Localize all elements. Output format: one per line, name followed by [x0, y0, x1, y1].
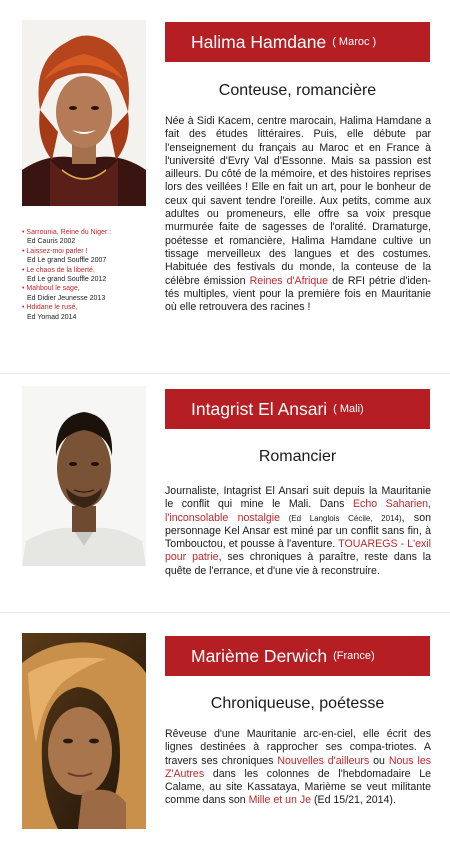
- list-item: • Hdidane le rusé, Ed Yomad 2014: [22, 303, 162, 322]
- author-role: Chroniqueuse, poétesse: [210, 695, 385, 712]
- highlighted-title: Mille et un Je: [248, 794, 312, 807]
- list-item: • Le chaos de la liberté, Ed Le grand Souffle 2012: [22, 266, 162, 285]
- author-bio: [165, 728, 431, 808]
- works-list: [22, 228, 162, 322]
- author-country: ( Maroc ): [332, 36, 377, 48]
- section-divider: [0, 373, 450, 374]
- bio-text: (Ed 15/21, 2014).: [311, 794, 396, 807]
- portrait-intagrist-el-ansari: [22, 386, 146, 566]
- highlighted-title: Reines d'Afrique: [249, 274, 329, 287]
- portrait-halima-hamdane: [22, 20, 146, 206]
- highlighted-title: Nous les Z'Autres: [165, 754, 432, 780]
- highlighted-title: TOUAREGS - L'exil pour patrie: [165, 538, 431, 564]
- name-banner: [165, 389, 430, 429]
- author-name: Halima Hamdane: [191, 31, 327, 52]
- bio-text: Rêveuse d'une Mauritanie arc-en-ciel, elle écrit des lignes destinées à rapprocher ses compa-triotes. A travers ses chroniques: [165, 728, 431, 767]
- highlighted-title: Nouvelles d'ailleurs: [277, 754, 370, 767]
- author-name: Marième Derwich: [191, 645, 328, 666]
- list-item: • Laissez-moi parler ! Ed Le grand Souffle 2007: [22, 247, 162, 266]
- name-banner: [165, 636, 430, 676]
- highlighted-title: Echo Saharien, l'inconsolable nostalgie: [165, 498, 431, 524]
- author-bio: [165, 115, 431, 314]
- list-item: • Sarrounia, Reine du Niger : Ed Cauris 2002: [22, 228, 162, 247]
- author-bio: [165, 485, 431, 578]
- author-country: ( Mali): [333, 403, 364, 415]
- bio-text: ou: [369, 754, 389, 767]
- bio-text: Née à Sidi Kacem, centre marocain, Halima Hamdane a fait des études littéraires. Puis, elle débute par l'enseignement du français au Maroc et en France à l'université d'Evry Val d'Essonne. Mais sa passion est ailleurs. Du côté de la mémoire, et des histoires reprises lors des veillées ! Elle en fait un art, pour le bonheur de ceux qui savent tendre l'oreille. Aux petits, comme aux adultes ou promeneurs, elle offre sa voix presque murmurée faite de sagesses de l'oralité. Dramaturge, poétesse et romancière, Halima Hamdane cultive un tissage merveilleux des langues et des costumes. Habituée des festivals du monde, la conteuse de la célèbre émission: [165, 115, 431, 287]
- bio-text: , ses chroniques à paraître, reste dans la quête de l'errance, et d'une vie à reconstruire.: [165, 551, 431, 577]
- bio-text: dans les colonnes de l'hebdomadaire Le Calame, au site Kassataya, Marième se veut militante comme dans son: [165, 767, 431, 807]
- bio-text: (Ed Langlois Cécile, 2014): [280, 513, 402, 523]
- bio-text: , son personnage Kel Ansar est miné par un conflit sans fin, à Tombouctou, et pousse à l'aventure.: [165, 511, 431, 551]
- portrait-marieme-derwich: [22, 633, 146, 829]
- bio-text: Journaliste, Intagrist El Ansari suit depuis la Mauritanie le conflit qui mine le Mali. Dans: [165, 485, 431, 511]
- author-role: Conteuse, romancière: [218, 82, 377, 99]
- author-role: Romancier: [258, 448, 337, 465]
- section-divider: [0, 612, 450, 613]
- list-item: • Mahboul le sage, Ed Didier Jeunesse 2013: [22, 284, 162, 303]
- name-banner: [165, 22, 430, 62]
- author-country: (France): [333, 650, 375, 662]
- author-name: Intagrist El Ansari: [191, 398, 328, 419]
- bio-text: de RFI pétrie d'iden-tés multiples, vient pour la première fois en Mauritanie où elle retrouvera des racines !: [165, 274, 431, 314]
